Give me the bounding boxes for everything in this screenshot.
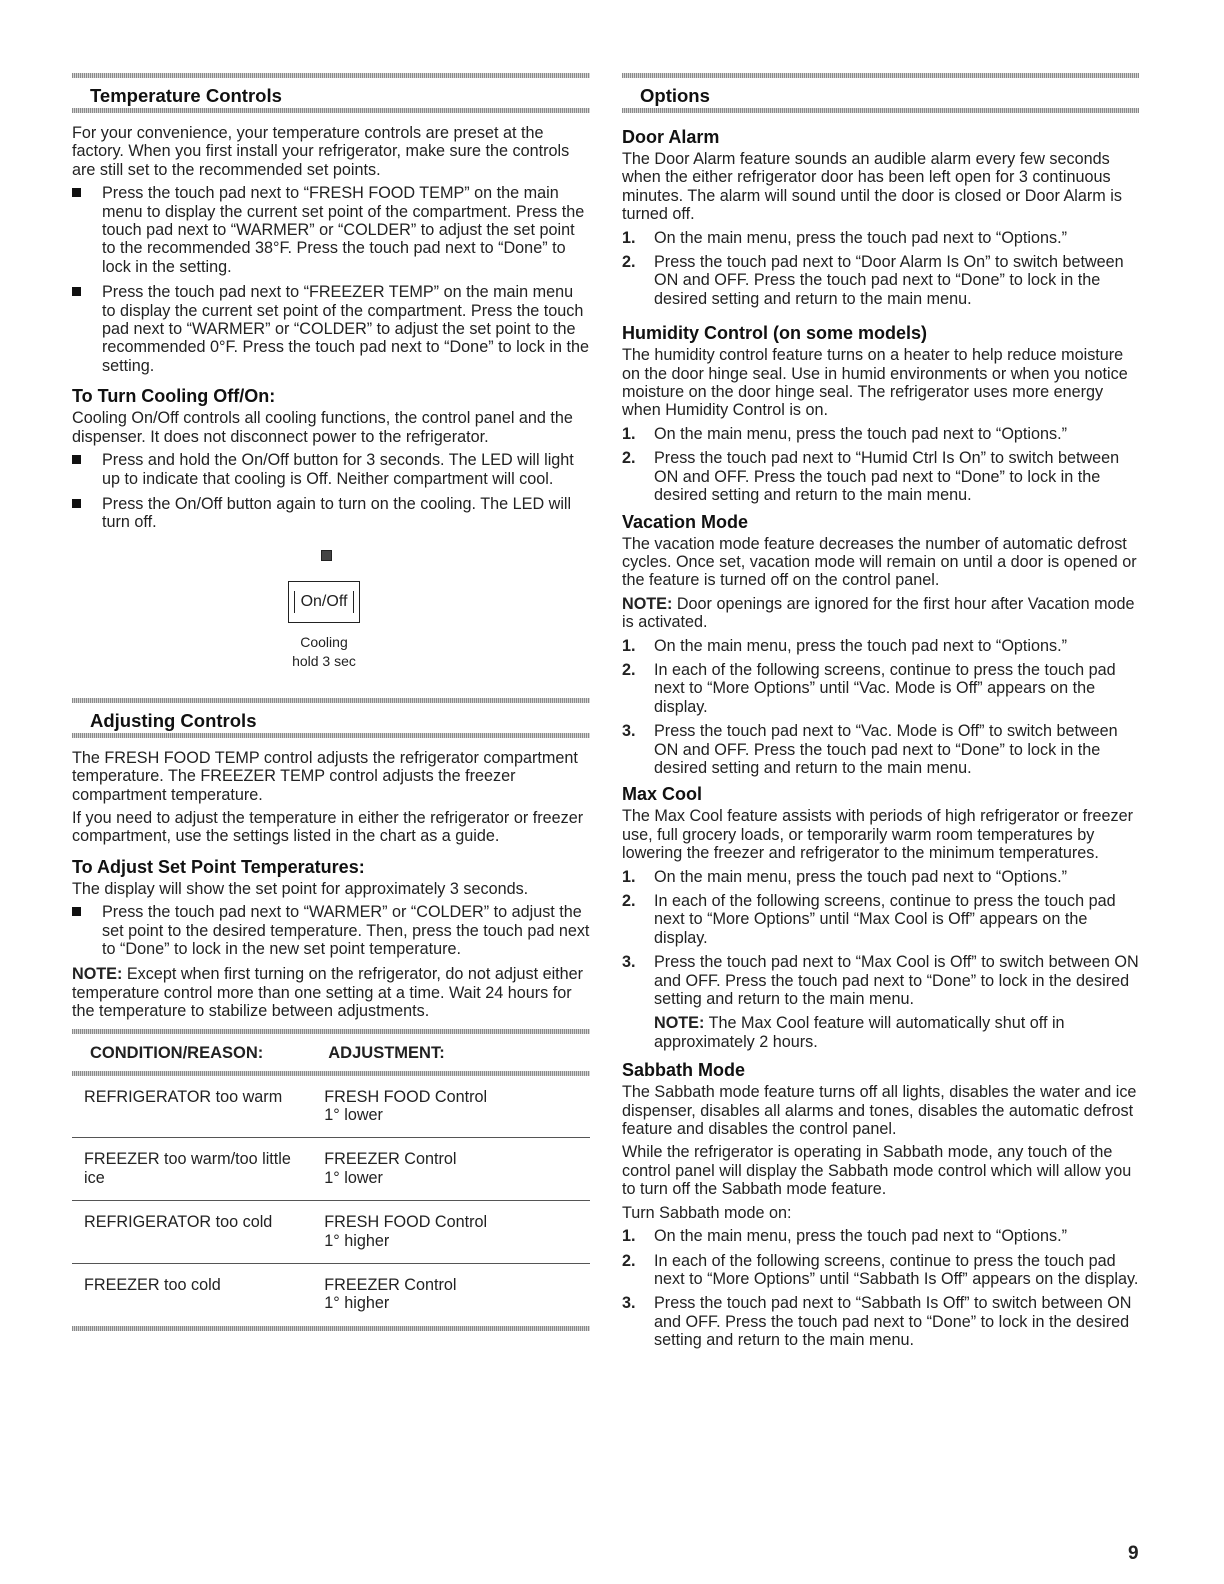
adjustment-table bbox=[72, 1034, 590, 1326]
table-row bbox=[72, 1201, 590, 1264]
table-row bbox=[72, 1138, 590, 1201]
cooling-button-diagram bbox=[72, 550, 590, 698]
led-indicator-icon bbox=[321, 550, 332, 561]
on-off-button-label: On/Off bbox=[294, 591, 355, 613]
door-alarm-intro: The Door Alarm feature sounds an audible alarm every few seconds when the either refrigerator door has been left open for 3 continuous minutes. The alarm will sound until the door is closed or Door Alarm is turned off. bbox=[622, 150, 1122, 224]
caption-line: hold 3 sec bbox=[292, 652, 356, 669]
table-cell-adjustment: FREEZER Control 1° higher bbox=[324, 1276, 457, 1313]
table-row bbox=[72, 1264, 590, 1326]
table-cell-adjustment: FREEZER Control 1° lower bbox=[310, 1138, 590, 1201]
cooling-heading: To Turn Cooling Off/On: bbox=[72, 386, 276, 407]
table-cell-adjustment: FRESH FOOD Control 1° higher bbox=[310, 1201, 590, 1264]
temperature-bullets bbox=[72, 184, 590, 375]
table-header-adjustment: ADJUSTMENT: bbox=[328, 1043, 445, 1062]
table-header-rule bbox=[72, 1071, 590, 1076]
humidity-heading: Humidity Control (on some models) bbox=[622, 323, 928, 344]
max-cool-note: NOTE: The Max Cool feature will automatically shut off in approximately 2 hours. bbox=[654, 1014, 1065, 1051]
on-off-button bbox=[288, 581, 360, 623]
sabbath-paragraph: Turn Sabbath mode on: bbox=[622, 1203, 792, 1222]
section-title-adjusting-controls: Adjusting Controls bbox=[72, 698, 590, 735]
list-item: 3. Press the touch pad next to “Max Cool is Off” to switch between ON and OFF. Press the touch pad next to “Done” to lock in the desired setting and return to the main menu. bbox=[622, 953, 1139, 1009]
list-item: 3. Press the touch pad next to “Sabbath Is Off” to switch between ON and OFF. Press the touch pad next to “Done” to lock in the desired setting and return to the main menu. bbox=[622, 1294, 1132, 1350]
list-item: 1. On the main menu, press the touch pad next to “Options.” bbox=[622, 228, 1068, 247]
max-cool-heading: Max Cool bbox=[622, 784, 703, 805]
table-header-condition: CONDITION/REASON: bbox=[90, 1043, 264, 1062]
list-item: 1. On the main menu, press the touch pad next to “Options.” bbox=[622, 1227, 1068, 1246]
max-cool-steps bbox=[622, 868, 1139, 1009]
table-cell-condition: FREEZER too cold bbox=[84, 1276, 221, 1295]
vacation-steps bbox=[622, 637, 1139, 778]
temperature-intro: For your convenience, your temperature controls are preset at the factory. When you first install your refrigerator, make sure the controls are still set to the recommended set points. bbox=[72, 124, 570, 179]
cooling-intro: Cooling On/Off controls all cooling functions, the control panel and the dispenser. It does not disconnect power to the refrigerator. bbox=[72, 409, 573, 446]
table-cell-condition: FREEZER too warm/too little ice bbox=[72, 1138, 310, 1201]
list-item: 1. On the main menu, press the touch pad next to “Options.” bbox=[622, 867, 1068, 886]
cooling-caption bbox=[272, 633, 376, 671]
caption-line: Cooling bbox=[300, 633, 348, 650]
section-title-options: Options bbox=[622, 73, 1139, 110]
note-text: Except when first turning on the refrigerator, do not adjust either temperature control more than one setting at a time. Wait 24 hours for the temperature to stabilize between adjustments. bbox=[72, 965, 584, 1021]
list-item: Press the On/Off button again to turn on the cooling. The LED will turn off. bbox=[72, 495, 590, 532]
list-item: 1. On the main menu, press the touch pad next to “Options.” bbox=[622, 636, 1068, 655]
page-number: 9 bbox=[1128, 1543, 1139, 1564]
vacation-note: NOTE: Door openings are ignored for the first hour after Vacation mode is activated. bbox=[622, 594, 1135, 632]
cooling-bullets bbox=[72, 451, 590, 532]
humidity-steps bbox=[622, 425, 1139, 505]
table-bottom-rule bbox=[72, 1326, 590, 1331]
list-item: 2. Press the touch pad next to “Door Alarm Is On” to switch between ON and OFF. Press the touch pad next to “Done” to lock in the desired setting and return to the main menu. bbox=[622, 253, 1124, 308]
list-item: Press the touch pad next to “WARMER” or “COLDER” to adjust the set point to the desired temperature. Then, press the touch pad next to “Done” to lock in the new set point temperature. bbox=[72, 903, 590, 958]
adjusting-paragraph: If you need to adjust the temperature in either the refrigerator or freezer compartment, use the settings listed in the chart as a guide. bbox=[72, 808, 584, 846]
sabbath-paragraph: While the refrigerator is operating in Sabbath mode, any touch of the control panel will display the Sabbath mode control which will allow you to turn off the Sabbath mode feature. bbox=[622, 1143, 1132, 1199]
list-item: Press the touch pad next to “FRESH FOOD TEMP” on the main menu to display the current set point of the compartment. Press the touch pad next to “WARMER” or “COLDER” to adjust the set point to the recommended 38°F. Press the touch pad next to “Done” to lock in the setting. bbox=[72, 184, 590, 276]
adjusting-note bbox=[72, 965, 590, 1020]
sabbath-steps bbox=[622, 1227, 1139, 1349]
note-label: NOTE: bbox=[72, 965, 123, 984]
set-point-heading: To Adjust Set Point Temperatures: bbox=[72, 856, 365, 877]
table-cell-condition: REFRIGERATOR too cold bbox=[72, 1201, 310, 1264]
table-cell-adjustment: FRESH FOOD Control 1° lower bbox=[310, 1076, 590, 1138]
list-item: 2. In each of the following screens, continue to press the touch pad next to “More Options” until “Vac. Mode is Off” appears on the display. bbox=[622, 660, 1116, 716]
list-item: 2. In each of the following screens, continue to press the touch pad next to “More Options” until “Max Cool is Off” appears on the display. bbox=[622, 892, 1116, 947]
list-item: 2. Press the touch pad next to “Humid Ctrl Is On” to switch between ON and OFF. Press the touch pad next to “Done” to lock in the desired setting and return to the main menu. bbox=[622, 449, 1120, 505]
list-item: 2. In each of the following screens, continue to press the touch pad next to “More Options” until “Sabbath Is Off” appears on the display. bbox=[622, 1251, 1139, 1288]
right-column bbox=[622, 73, 1139, 1356]
door-alarm-heading: Door Alarm bbox=[622, 127, 720, 147]
adjusting-paragraph: The FRESH FOOD TEMP control adjusts the refrigerator compartment temperature. The FREEZER TEMP control adjusts the freezer compartment temperature. bbox=[72, 748, 578, 804]
list-item: 1. On the main menu, press the touch pad next to “Options.” bbox=[622, 424, 1068, 443]
left-column bbox=[72, 73, 590, 1331]
table-cell-condition: REFRIGERATOR too warm bbox=[72, 1076, 310, 1138]
set-point-paragraph: The display will show the set point for approximately 3 seconds. bbox=[72, 879, 529, 898]
set-point-bullets bbox=[72, 903, 590, 958]
list-item: Press the touch pad next to “FREEZER TEMP” on the main menu to display the current set point of the compartment. Press the touch pad next to “WARMER” or “COLDER” to adjust the set point to the recommended 0°F. Press the touch pad next to “Done” to lock in the setting. bbox=[72, 283, 590, 375]
section-title-temperature-controls: Temperature Controls bbox=[72, 73, 590, 110]
vacation-intro: The vacation mode feature decreases the number of automatic defrost cycles. Once set, vacation mode will remain on until a door is opened or the feature is turned off on the control panel. bbox=[622, 534, 1137, 590]
door-alarm-steps bbox=[622, 229, 1139, 309]
list-item: Press and hold the On/Off button for 3 seconds. The LED will light up to indicate that cooling is Off. Neither compartment will cool. bbox=[72, 451, 590, 488]
max-cool-intro: The Max Cool feature assists with periods of high refrigerator or freezer use, full grocery loads, or temporarily warm room temperatures by lowering the freezer and refrigerator to the minimum temperatures. bbox=[622, 807, 1134, 863]
humidity-intro: The humidity control feature turns on a heater to help reduce moisture on the door hinge seal. Use in humid environments or when you notice moisture on the door hinge seal. The refrigerator uses more energy when Humidity Control is on. bbox=[622, 346, 1128, 420]
sabbath-heading: Sabbath Mode bbox=[622, 1060, 746, 1081]
sabbath-intro: The Sabbath mode feature turns off all lights, disables the water and ice dispenser, disables all alarms and tones, disables the automatic defrost feature and disables the control panel. bbox=[622, 1083, 1137, 1139]
table-row bbox=[72, 1076, 590, 1138]
list-item: 3. Press the touch pad next to “Vac. Mode is Off” to switch between ON and OFF. Press the touch pad next to “Done” to lock in the desired setting and return to the main menu. bbox=[622, 722, 1118, 777]
vacation-heading: Vacation Mode bbox=[622, 511, 749, 532]
